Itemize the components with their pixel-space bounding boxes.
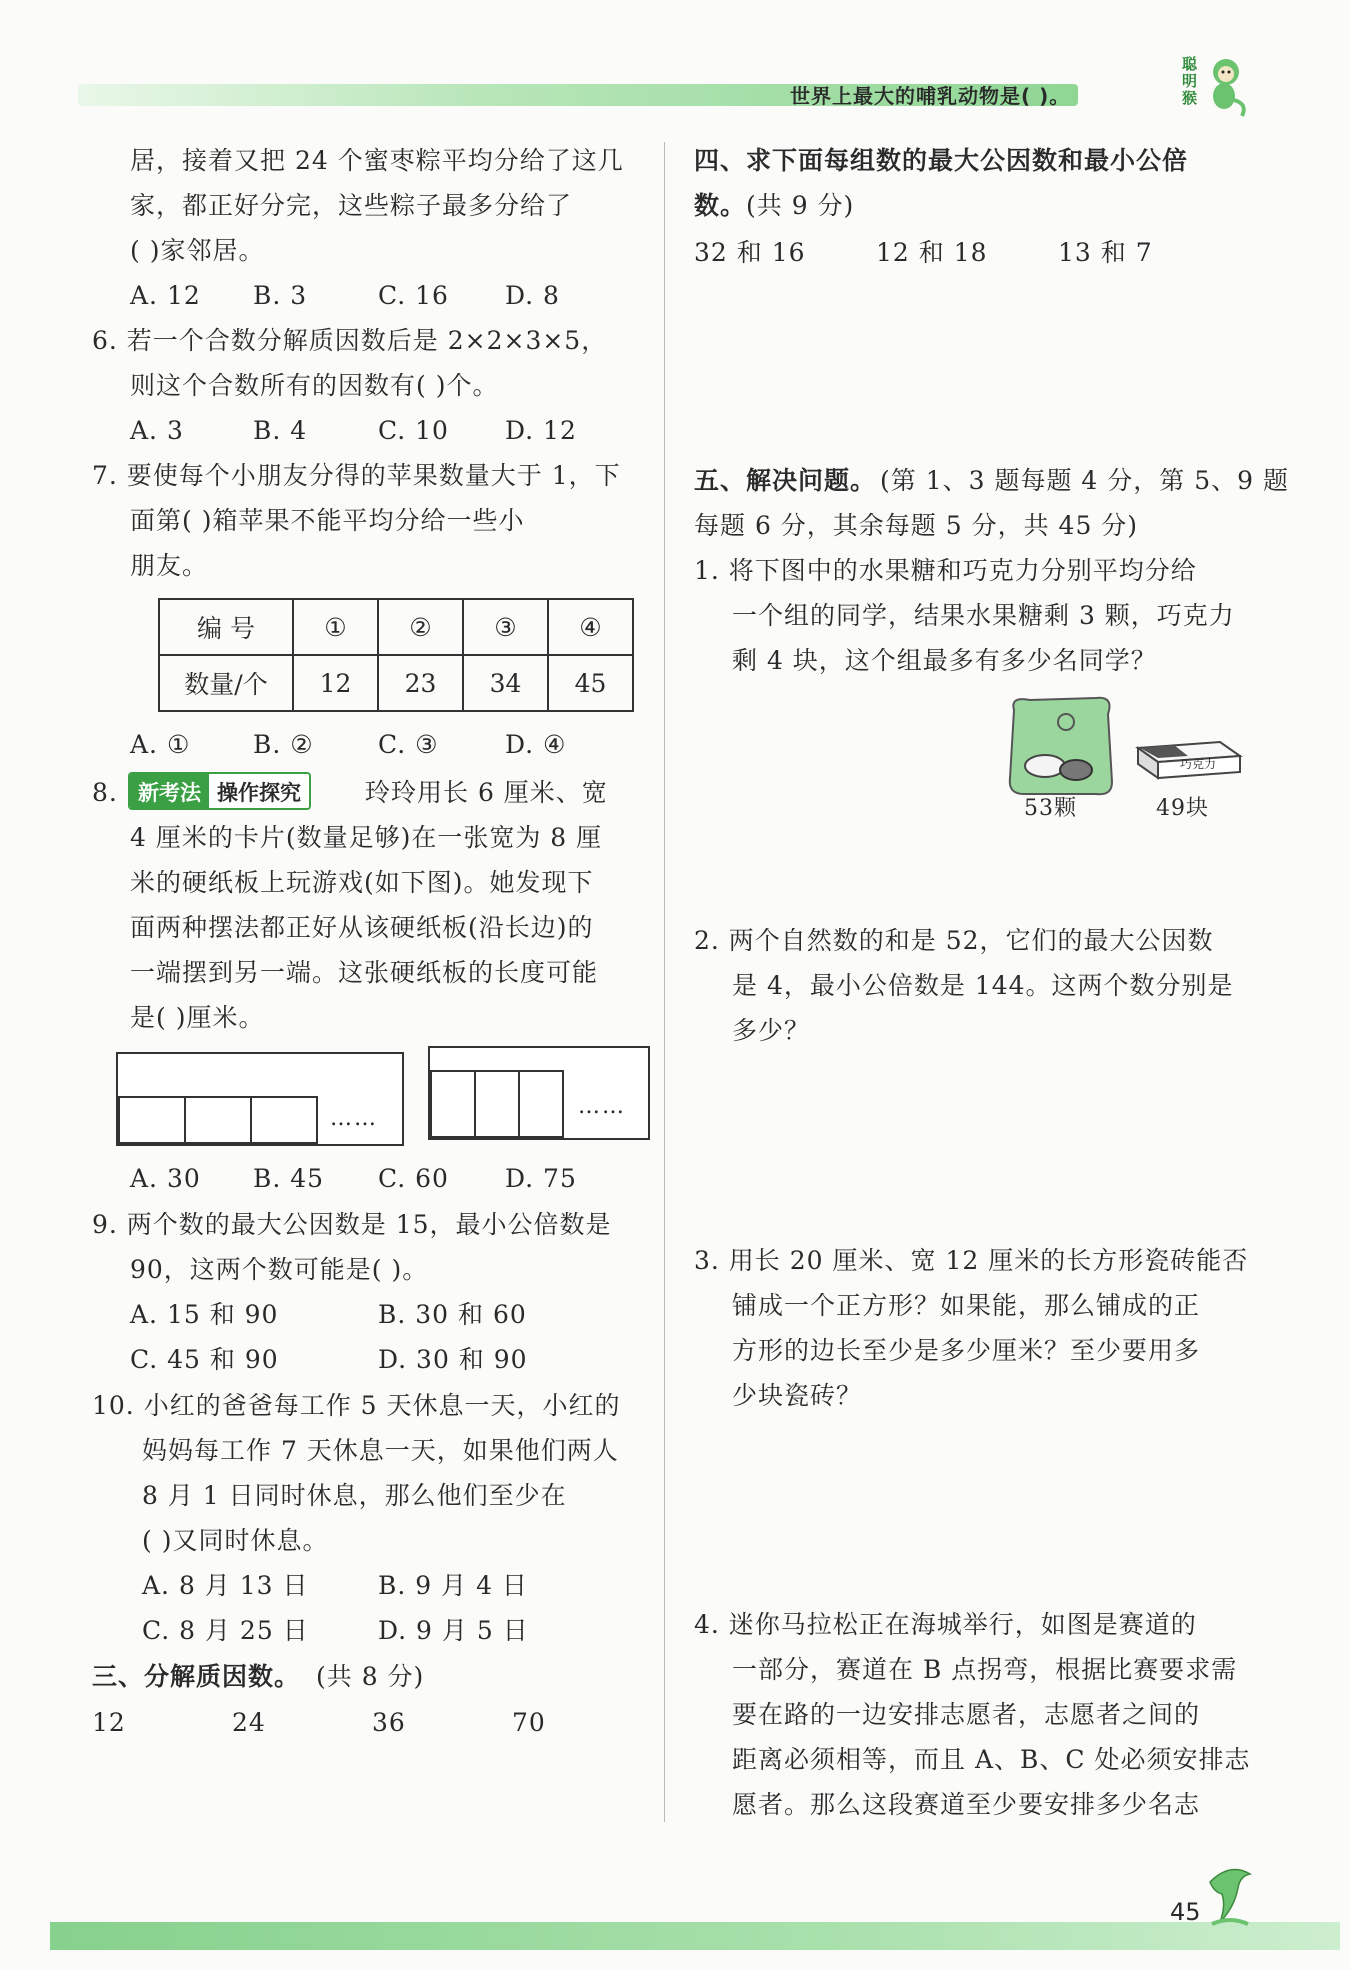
p2-line-1: 2. 两个自然数的和是 52，它们的最大公因数 (694, 926, 1214, 955)
q9-line-1: 9. 两个数的最大公因数是 15，最小公倍数是 (92, 1210, 612, 1239)
q8-line-3: 米的硬纸板上玩游戏(如下图)。她发现下 (130, 868, 594, 897)
q5-option-a: A. 12 (130, 281, 201, 310)
q6-option-c: C. 10 (378, 416, 449, 445)
q7-line-3: 朋友。 (130, 551, 209, 580)
q5-line-1: 居，接着又把 24 个蜜枣粽平均分给了这几 (130, 146, 624, 175)
q8-line-4: 面两种摆法都正好从该硬纸板(沿长边)的 (130, 913, 594, 942)
q5-line-2: 家，都正好分完，这些粽子最多分给了 (130, 191, 573, 220)
p4-line-1: 4. 迷你马拉松正在海城举行，如图是赛道的 (694, 1610, 1197, 1639)
section-4-score: (共 9 分) (746, 191, 855, 220)
q9-option-b: B. 30 和 60 (378, 1300, 527, 1329)
table-cell: ② (378, 599, 463, 655)
q8-line-1: 玲玲用长 6 厘米、宽 (365, 778, 608, 807)
card-cell (250, 1096, 318, 1144)
q8-option-b: B. 45 (253, 1164, 325, 1193)
p1-line-2: 一个组的同学，结果水果糖剩 3 颗，巧克力 (732, 601, 1235, 630)
q10-line-3: 8 月 1 日同时休息，那么他们至少在 (142, 1481, 567, 1510)
apple-count-table (158, 598, 634, 712)
q10-line-1: 10. 小红的爸爸每工作 5 天休息一天，小红的 (92, 1391, 621, 1420)
q10-option-b: B. 9 月 4 日 (378, 1571, 528, 1600)
card-cell (430, 1070, 476, 1138)
ellipsis: …… (330, 1106, 378, 1131)
q9-option-c: C. 45 和 90 (130, 1345, 279, 1374)
q7-option-d: D. ④ (505, 730, 567, 759)
footer-bar (50, 1922, 1340, 1950)
candy-bag-icon (1000, 690, 1120, 800)
q5-option-d: D. 8 (505, 281, 560, 310)
header-riddle: 世界上最大的哺乳动物是( )。 (790, 84, 1071, 108)
p3-line-3: 方形的边长至少是多少厘米？至少要用多 (732, 1336, 1201, 1365)
p2-line-2: 是 4，最小公倍数是 144。这两个数分别是 (732, 971, 1234, 1000)
q7-option-a: A. ① (130, 730, 191, 759)
ellipsis: …… (578, 1094, 626, 1119)
p4-line-5: 愿者。那么这段赛道至少要安排多少名志 (732, 1790, 1201, 1819)
section-4-title-2: 数。 (694, 191, 747, 220)
p1-line-3: 剩 4 块，这个组最多有多少名同学？ (732, 646, 1157, 675)
mascot-label: 聪明猴 (1182, 55, 1198, 107)
table-row (159, 655, 633, 711)
candy-count-label: 53颗 (1024, 796, 1077, 821)
p4-line-3: 要在路的一边安排志愿者，志愿者之间的 (732, 1700, 1201, 1729)
q10-option-d: D. 9 月 5 日 (378, 1616, 529, 1645)
section-5-score-1: (第 1、3 题每题 4 分，第 5、9 题 (880, 466, 1289, 495)
gcd-pair: 32 和 16 (694, 238, 806, 267)
card-cell (474, 1070, 520, 1138)
section-5-score-2: 每题 6 分，其余每题 5 分，共 45 分) (694, 511, 1139, 540)
table-cell: 数量/个 (159, 655, 293, 711)
p4-line-4: 距离必须相等，而且 A、B、C 处必须安排志 (732, 1745, 1251, 1774)
p1-line-1: 1. 将下图中的水果糖和巧克力分别平均分给 (694, 556, 1197, 585)
q7-option-c: C. ③ (378, 730, 439, 759)
table-cell: 45 (548, 655, 633, 711)
badge-new-method: 新考法 (130, 774, 209, 808)
q9-line-2: 90，这两个数可能是( )。 (130, 1255, 429, 1284)
q7-line-1: 7. 要使每个小朋友分得的苹果数量大于 1，下 (92, 461, 621, 490)
table-cell: 编 号 (159, 599, 293, 655)
table-cell: 34 (463, 655, 548, 711)
p3-line-2: 铺成一个正方形？如果能，那么铺成的正 (732, 1291, 1201, 1320)
q8-option-c: C. 60 (378, 1164, 449, 1193)
table-cell: ① (293, 599, 378, 655)
table-cell: ③ (463, 599, 548, 655)
column-divider (664, 142, 665, 1822)
page-number: 45 (1170, 1898, 1201, 1926)
board-diagram-horizontal (116, 1052, 404, 1146)
section-4-title-1: 四、求下面每组数的最大公因数和最小公倍 (694, 146, 1189, 175)
factor-number: 70 (512, 1708, 546, 1737)
q10-line-2: 妈妈每工作 7 天休息一天，如果他们两人 (142, 1436, 619, 1465)
section-3-title: 三、分解质因数。 (92, 1662, 301, 1691)
badge-explore: 操作探究 (209, 774, 309, 808)
q10-option-a: A. 8 月 13 日 (142, 1571, 309, 1600)
q8-option-d: D. 75 (505, 1164, 577, 1193)
table-cell: 12 (293, 655, 378, 711)
factor-number: 24 (232, 1708, 266, 1737)
p4-line-2: 一部分，赛道在 B 点拐弯，根据比赛要求需 (732, 1655, 1238, 1684)
q7-line-2: 面第( )箱苹果不能平均分给一些小 (130, 506, 525, 535)
q6-option-b: B. 4 (253, 416, 308, 445)
board-diagram-vertical (428, 1046, 650, 1140)
card-cell (518, 1070, 564, 1138)
section-5-title: 五、解决问题。 (694, 466, 877, 495)
q10-line-4: ( )又同时休息。 (142, 1526, 329, 1555)
q8-option-a: A. 30 (130, 1164, 201, 1193)
card-cell (184, 1096, 252, 1144)
q5-option-b: B. 3 (253, 281, 308, 310)
gcd-pair: 13 和 7 (1058, 238, 1153, 267)
q9-option-a: A. 15 和 90 (130, 1300, 279, 1329)
q8-number: 8. (92, 778, 118, 807)
chocolate-box-text: 巧克力 (1180, 757, 1217, 771)
q6-option-a: A. 3 (130, 416, 184, 445)
card-cell (118, 1096, 186, 1144)
dolphin-icon (1200, 1862, 1260, 1930)
factor-number: 12 (92, 1708, 126, 1737)
q9-option-d: D. 30 和 90 (378, 1345, 528, 1374)
q8-line-2: 4 厘米的卡片(数量足够)在一张宽为 8 厘 (130, 823, 603, 852)
q8-line-6: 是( )厘米。 (130, 1003, 265, 1032)
factor-number: 36 (372, 1708, 406, 1737)
q10-option-c: C. 8 月 25 日 (142, 1616, 309, 1645)
table-cell: 23 (378, 655, 463, 711)
q5-line-3: ( )家邻居。 (130, 236, 265, 265)
p3-line-4: 少块瓷砖？ (732, 1381, 863, 1410)
table-row (159, 599, 633, 655)
q6-option-d: D. 12 (505, 416, 577, 445)
gcd-pair: 12 和 18 (876, 238, 988, 267)
chocolate-count-label: 49块 (1156, 796, 1209, 821)
table-cell: ④ (548, 599, 633, 655)
new-method-badge (128, 772, 311, 810)
q5-option-c: C. 16 (378, 281, 449, 310)
q6-line-1: 6. 若一个合数分解质因数后是 2×2×3×5， (92, 326, 608, 355)
p2-line-3: 多少？ (732, 1016, 811, 1045)
q8-line-5: 一端摆到另一端。这张硬纸板的长度可能 (130, 958, 599, 987)
section-3-score: (共 8 分) (316, 1662, 425, 1691)
q7-option-b: B. ② (253, 730, 314, 759)
q6-line-2: 则这个合数所有的因数有( )个。 (130, 371, 499, 400)
p3-line-1: 3. 用长 20 厘米、宽 12 厘米的长方形瓷砖能否 (694, 1246, 1249, 1275)
